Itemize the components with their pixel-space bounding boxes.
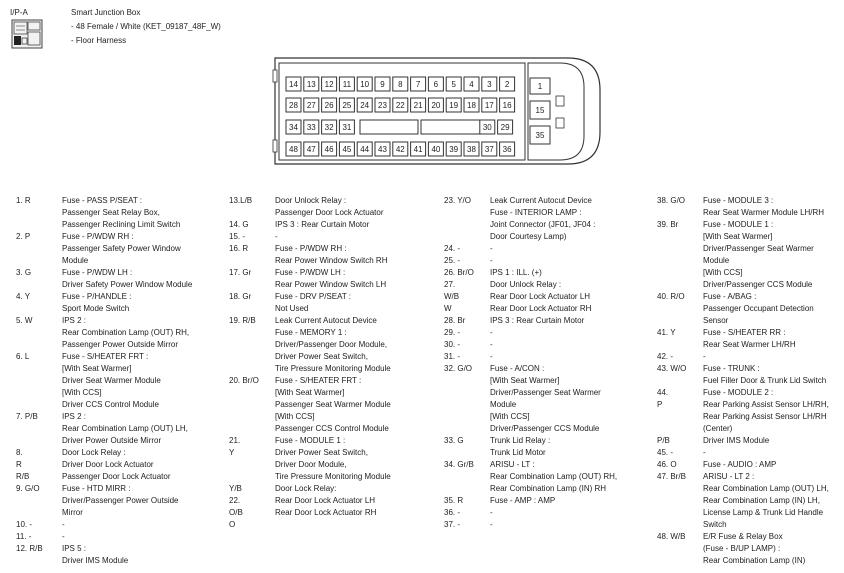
pin-description: -: [490, 508, 493, 517]
pin-description: -: [490, 352, 493, 361]
pin-entry: [0, 471, 844, 531]
pin-number: 37. -: [444, 520, 461, 529]
pin-description: Driver/Passenger CCS Module: [490, 424, 600, 433]
pin-description: Fuse - AMP : AMP: [490, 496, 556, 505]
pin-label: 5: [451, 80, 456, 89]
pin-description: Door Lock Relay:: [275, 484, 337, 493]
pin-number: 13.L/B: [229, 196, 253, 205]
pin-description: Fuse - S/HEATER FRT :: [275, 376, 362, 385]
pin-description: Rear Seat Warmer Module LH/RH: [703, 208, 825, 217]
pin-number: 46. O: [657, 460, 677, 469]
pin-description: Driver Door Lock Actuator: [62, 460, 154, 469]
pin-label: 37: [484, 145, 494, 154]
pin-description: Fuse - MODULE 2 :: [703, 388, 774, 397]
pin-number: 29. -: [444, 328, 461, 337]
pin-label: 7: [415, 80, 421, 89]
pin-label: 19: [449, 101, 459, 110]
pin-description: Door Unlock Relay :: [490, 280, 562, 289]
pin-entry: [0, 435, 844, 447]
pin-number: 43. W/O: [657, 364, 687, 373]
pin-number: 4. Y: [16, 292, 31, 301]
pin-number: 34. Gr/B: [444, 460, 474, 469]
pin-description: Driver IMS Module: [62, 556, 129, 565]
pin-number: 21.: [229, 436, 241, 445]
pin-label: 39: [449, 145, 459, 154]
pin-number: 40. R/O: [657, 292, 685, 301]
pin-entry: [0, 387, 844, 435]
pin-description: -: [62, 532, 65, 541]
pin-number: 3. G: [16, 268, 32, 277]
pin-description: IPS 5 :: [62, 544, 87, 553]
pin-number: 16. R: [229, 244, 249, 253]
pin-description: Rear Parking Assist Sensor LH/RH: [703, 412, 827, 421]
pin-label: 20: [431, 101, 441, 110]
pin-label: 38: [467, 145, 476, 154]
pin-description: -: [703, 352, 706, 361]
pin-number: 28. Br: [444, 316, 466, 325]
pin-description: -: [490, 256, 493, 265]
pin-column-4: [0, 195, 844, 567]
pin-label: 45: [342, 145, 352, 154]
pin-description: Door Courtesy Lamp): [490, 232, 567, 241]
pin-description: (Center): [703, 424, 733, 433]
pin-number: 36. -: [444, 508, 461, 517]
pin-number: 9. G/O: [16, 484, 40, 493]
pin-description: Passenger Seat Relay Box,: [62, 208, 160, 217]
pin-description: -: [490, 328, 493, 337]
pin-description: -: [275, 232, 278, 241]
pin-label: 17: [484, 101, 494, 110]
pin-description: -: [490, 520, 493, 529]
pin-description: Rear Door Lock Actuator LH: [275, 496, 376, 505]
pin-number: 8.: [16, 448, 23, 457]
pin-description: Fuse - MEMORY 1 :: [275, 328, 347, 337]
pin-number: 18. Gr: [229, 292, 252, 301]
pin-label: 11: [342, 80, 352, 89]
pin-description: Passenger Safety Power Window: [62, 244, 181, 253]
pin-description: -: [490, 244, 493, 253]
connector-title: Smart Junction Box: [71, 8, 141, 17]
pin-description: Rear Parking Assist Sensor LH/RH,: [703, 400, 829, 409]
pin-description: Fuse - S/HEATER FRT :: [62, 352, 149, 361]
pin-description: Fuse - DRV P/SEAT :: [275, 292, 352, 301]
pin-description: Fuse - P/WDW LH :: [62, 268, 133, 277]
pin-label: 29: [500, 123, 510, 132]
pin-description: [With Seat Warmer]: [490, 376, 560, 385]
pin-description: Driver Power Outside Mirror: [62, 436, 162, 445]
pin-number: 19. R/B: [229, 316, 256, 325]
pin-number: 31. -: [444, 352, 461, 361]
pin-label: 30: [482, 123, 492, 132]
pin-number: 22.: [229, 496, 241, 505]
pin-number: 41. Y: [657, 328, 676, 337]
pin-description: IPS 3 : Rear Curtain Motor: [490, 316, 585, 325]
pin-description: Fuse - P/HANDLE :: [62, 292, 132, 301]
pin-label: 10: [360, 80, 370, 89]
pin-label: 47: [306, 145, 316, 154]
pin-description: Leak Current Autocut Device: [275, 316, 377, 325]
pin-number: P/B: [657, 436, 670, 445]
pin-description: Driver/Passenger CCS Module: [703, 280, 813, 289]
pin-label: 31: [342, 123, 352, 132]
pin-number: 47. Br/B: [657, 472, 686, 481]
pin-description: IPS 3 : Rear Curtain Motor: [275, 220, 370, 229]
pin-number: Y: [229, 448, 235, 457]
pin-number: 14. G: [229, 220, 249, 229]
pin-label: 34: [289, 123, 298, 132]
pin-description: Fuse - P/WDW LH :: [275, 268, 346, 277]
pin-number: 2. P: [16, 232, 31, 241]
pin-description: [With Seat Warmer]: [275, 388, 345, 397]
pin-description: Driver Power Seat Switch,: [275, 448, 368, 457]
pin-label: 23: [378, 101, 387, 110]
pin-label: 9: [380, 80, 385, 89]
pin-description: Rear Power Window Switch RH: [275, 256, 388, 265]
pin-label: 6: [433, 80, 439, 89]
pin-description: E/R Fuse & Relay Box: [703, 532, 783, 541]
pin-entry: [0, 291, 844, 327]
pin-description: Rear Combination Lamp (IN) RH: [490, 484, 607, 493]
pin-number: 45. -: [657, 448, 674, 457]
pin-number: 23. Y/O: [444, 196, 471, 205]
pin-description: Rear Combination Lamp (OUT) LH,: [703, 484, 829, 493]
pin-number: 42. -: [657, 352, 674, 361]
pin-description: IPS 1 : ILL. (+): [490, 268, 542, 277]
pin-description: Rear Combination Lamp (IN): [703, 556, 806, 565]
pin-description: Driver/Passenger Seat Warmer: [490, 388, 601, 397]
pin-number: 6. L: [16, 352, 30, 361]
pin-number: 17. Gr: [229, 268, 252, 277]
pin-number: O/B: [229, 508, 243, 517]
pin-number: W: [444, 304, 452, 313]
pin-description: [With CCS]: [703, 268, 743, 277]
pin-description: Driver Power Seat Switch,: [275, 352, 368, 361]
pin-description: Driver CCS Control Module: [62, 400, 159, 409]
pin-label: 46: [324, 145, 334, 154]
pin-description: Sport Mode Switch: [62, 304, 130, 313]
pin-label: 12: [324, 80, 334, 89]
pin-label: 44: [360, 145, 370, 154]
pin-number: R/B: [16, 472, 30, 481]
pin-label: 16: [502, 101, 512, 110]
connector-code: I/P-A: [10, 8, 28, 17]
pin-description: Module: [490, 400, 517, 409]
pin-description: Fuse - TRUNK :: [703, 364, 760, 373]
pin-description: [With Seat Warmer]: [62, 364, 132, 373]
pin-number: 10. -: [16, 520, 33, 529]
pin-description: Rear Combination Lamp (IN) LH,: [703, 496, 820, 505]
pin-entry: [0, 363, 844, 387]
pin-description: Driver IMS Module: [703, 436, 770, 445]
pin-label: 25: [342, 101, 352, 110]
pin-description: ARISU - LT 2 :: [703, 472, 755, 481]
pin-description: Leak Current Autocut Device: [490, 196, 592, 205]
pin-label: 18: [467, 101, 476, 110]
pin-number: 26. Br/O: [444, 268, 474, 277]
pin-label: 48: [289, 145, 298, 154]
pin-entry: [0, 219, 844, 291]
pin-description: Passenger Door Lock Actuator: [62, 472, 171, 481]
pin-label: 33: [306, 123, 316, 132]
pin-number: 30. -: [444, 340, 461, 349]
pin-label: 32: [324, 123, 334, 132]
pin-description: Driver/Passenger Seat Warmer: [703, 244, 814, 253]
pin-description: Not Used: [275, 304, 309, 313]
connector-spec: - 48 Female / White (KET_09187_48F_W): [71, 22, 221, 31]
pin-description: Fuse - HTD MIRR :: [62, 484, 131, 493]
pin-number: 5. W: [16, 316, 33, 325]
pin-description: Passenger Reclining Limit Switch: [62, 220, 181, 229]
pin-entry: [0, 327, 844, 351]
pin-description: Driver Seat Warmer Module: [62, 376, 161, 385]
pin-description: IPS 2 :: [62, 316, 87, 325]
pin-description: -: [703, 448, 706, 457]
pin-description: IPS 2 :: [62, 412, 87, 421]
pin-description: [With CCS]: [490, 412, 530, 421]
pin-number: 32. G/O: [444, 364, 473, 373]
pin-description: Door Unlock Relay :: [275, 196, 347, 205]
pin-description: Fuse - AUDIO : AMP: [703, 460, 777, 469]
pin-description: Rear Combination Lamp (OUT) RH,: [62, 328, 190, 337]
pin-description: Driver/Passenger Door Module,: [275, 340, 388, 349]
pin-description: [With CCS]: [275, 412, 315, 421]
pin-description: Tire Pressure Monitoring Module: [275, 364, 391, 373]
pin-description: Fuse - PASS P/SEAT :: [62, 196, 143, 205]
pin-description: Module: [62, 256, 89, 265]
pin-description: Fuel Filler Door & Trunk Lid Switch: [703, 376, 827, 385]
pin-number: W/B: [444, 292, 460, 301]
pin-number: 33. G: [444, 436, 464, 445]
pin-number: 20. Br/O: [229, 376, 259, 385]
pin-description: Fuse - P/WDW RH :: [275, 244, 347, 253]
pin-label: 2: [504, 80, 510, 89]
pin-description: Rear Power Window Switch LH: [275, 280, 387, 289]
connector-thumbnail-icon: [12, 20, 42, 48]
pin-description: Passenger Door Lock Actuator: [275, 208, 384, 217]
pin-description: Mirror: [62, 508, 83, 517]
pin-label: 41: [413, 145, 423, 154]
pin-number: 1. R: [16, 196, 31, 205]
pin-number: 24. -: [444, 244, 461, 253]
pin-description: Driver Door Module,: [275, 460, 347, 469]
pin-label: 4: [469, 80, 474, 89]
pin-entry: [0, 459, 844, 471]
pin-label: 8: [398, 80, 403, 89]
pin-number: R: [16, 460, 22, 469]
pin-description: Joint Connector (JF01, JF04 :: [490, 220, 596, 229]
pin-entry: [0, 531, 844, 567]
pin-description: Rear Door Lock Actuator LH: [490, 292, 591, 301]
pin-description: Passenger Seat Warmer Module: [275, 400, 391, 409]
pin-description: Trunk Lid Motor: [490, 448, 546, 457]
pin-description: Sensor: [703, 316, 729, 325]
pin-description: Fuse - P/WDW RH :: [62, 232, 134, 241]
pin-label: 3: [487, 80, 492, 89]
pin-entry: [0, 195, 844, 219]
pin-description: Tire Pressure Monitoring Module: [275, 472, 391, 481]
pin-number: 12. R/B: [16, 544, 43, 553]
pin-number: O: [229, 520, 236, 529]
pin-description: Driver Safety Power Window Module: [62, 280, 193, 289]
connector-harness: - Floor Harness: [71, 36, 127, 45]
pin-number: 48. W/B: [657, 532, 686, 541]
pin-description: Fuse - MODULE 3 :: [703, 196, 774, 205]
pin-description: Rear Combination Lamp (OUT) LH,: [62, 424, 188, 433]
pin-number: 44.: [657, 388, 669, 397]
pin-label: 43: [378, 145, 387, 154]
pin-description: Fuse - INTERIOR LAMP :: [490, 208, 582, 217]
pin-description: Fuse - A/BAG :: [703, 292, 757, 301]
pin-label: 28: [289, 101, 298, 110]
pin-description: Rear Door Lock Actuator RH: [490, 304, 592, 313]
pin-description: Trunk Lid Relay :: [490, 436, 551, 445]
pin-description: Rear Seat Warmer LH/RH: [703, 340, 796, 349]
pin-description: Switch: [703, 520, 727, 529]
pin-description: Module: [703, 256, 730, 265]
pin-description: Fuse - S/HEATER RR :: [703, 328, 786, 337]
pin-label: 14: [289, 80, 298, 89]
pin-number: 35. R: [444, 496, 464, 505]
pin-description: Rear Combination Lamp (OUT) RH,: [490, 472, 618, 481]
pin-description: Passenger Power Outside Mirror: [62, 340, 179, 349]
pin-label: 24: [360, 101, 370, 110]
pin-description: Fuse - MODULE 1 :: [275, 436, 346, 445]
pin-label: 26: [324, 101, 334, 110]
pin-label: 36: [502, 145, 512, 154]
pin-description: Rear Door Lock Actuator RH: [275, 508, 377, 517]
pin-number: 27.: [444, 280, 456, 289]
pin-label: 35: [535, 131, 545, 140]
pin-entry: [0, 351, 844, 363]
pin-label: 42: [395, 145, 405, 154]
pin-description: [With Seat Warmer]: [703, 232, 773, 241]
pin-number: 25. -: [444, 256, 461, 265]
pin-number: 7. P/B: [16, 412, 38, 421]
pin-number: 11. -: [16, 532, 32, 541]
pin-label: 40: [431, 145, 441, 154]
pin-description: Passenger CCS Control Module: [275, 424, 389, 433]
pin-label: 22: [395, 101, 405, 110]
pin-description: License Lamp & Trunk Lid Handle: [703, 508, 824, 517]
pin-label: 15: [535, 106, 545, 115]
pin-label: 1: [537, 82, 543, 91]
connector-diagram: [0, 0, 844, 190]
pin-label: 13: [306, 80, 316, 89]
pin-description: Door Lock Relay :: [62, 448, 126, 457]
pin-number: Y/B: [229, 484, 242, 493]
pin-description: -: [62, 520, 65, 529]
pin-description: Driver/Passenger Power Outside: [62, 496, 179, 505]
pin-number: P: [657, 400, 663, 409]
pin-label: 21: [413, 101, 423, 110]
pin-description: Passenger Occupant Detection: [703, 304, 814, 313]
pin-number: 15. -: [229, 232, 246, 241]
pin-description: -: [490, 340, 493, 349]
pin-description: ARISU - LT :: [490, 460, 535, 469]
pin-label: 27: [306, 101, 316, 110]
pin-description: (Fuse - B/UP LAMP) :: [703, 544, 781, 553]
pin-description: Fuse - MODULE 1 :: [703, 220, 774, 229]
pin-number: 38. G/O: [657, 196, 686, 205]
pin-description: [With CCS]: [62, 388, 102, 397]
pin-description: Fuse - A/CON :: [490, 364, 545, 373]
pin-number: 39. Br: [657, 220, 679, 229]
pin-entry: [0, 447, 844, 459]
